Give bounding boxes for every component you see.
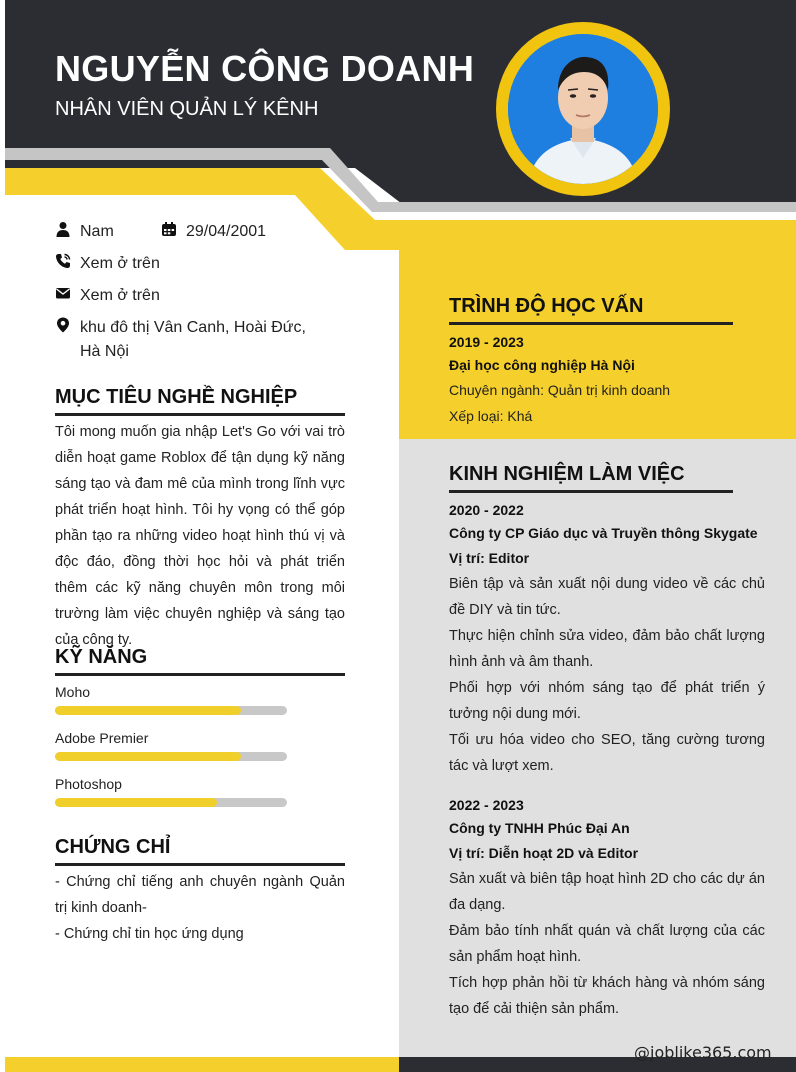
skill-label: Moho: [55, 684, 91, 700]
education-school: Đại học công nghiệp Hà Nội: [449, 357, 635, 373]
email-value: Xem ở trên: [80, 287, 160, 304]
education-divider: [449, 322, 733, 325]
address-value: [80, 316, 306, 364]
skill-label: Adobe Premier: [55, 730, 149, 746]
envelope-icon: [55, 285, 71, 301]
objective-title: MỤC TIÊU NGHỀ NGHIỆP: [55, 386, 298, 408]
user-icon: [55, 221, 71, 237]
job-task: Phối hợp với nhóm sáng tạo để phát triển ý tưởng nội dung mới.: [449, 680, 765, 722]
map-pin-icon: [55, 317, 71, 333]
email-item: [55, 284, 160, 308]
job-task: Tối ưu hóa video cho SEO, tăng cường tương tác và lượt xem.: [449, 732, 765, 774]
phone-item: [55, 252, 160, 276]
watermark: @joblike365.com: [634, 1043, 772, 1062]
certificates-title: CHỨNG CHỈ: [55, 836, 171, 858]
skills-divider: [55, 673, 345, 676]
job-company: Công ty TNHH Phúc Đại An: [449, 820, 630, 836]
education-title: TRÌNH ĐỘ HỌC VẤN: [449, 295, 644, 317]
education-major: Chuyên ngành: Quản trị kinh doanh: [449, 382, 671, 398]
skill-label: Photoshop: [55, 776, 122, 792]
avatar: [496, 22, 670, 196]
phone-value: Xem ở trên: [80, 255, 160, 272]
experience-title: KINH NGHIỆM LÀM VIỆC: [449, 463, 685, 485]
job-years: 2020 - 2022: [449, 502, 524, 518]
job-task: Đảm bảo tính nhất quán và chất lượng của các sản phẩm hoạt hình.: [449, 923, 765, 965]
certificate-item: - Chứng chỉ tiếng anh chuyên ngành Quản trị kinh doanh-: [55, 874, 345, 916]
skill-bar: [55, 798, 287, 807]
certificate-item: - Chứng chỉ tin học ứng dụng: [55, 926, 244, 942]
skill-bar-fill: [55, 706, 241, 715]
job-years: 2022 - 2023: [449, 797, 524, 813]
objective-text: Tôi mong muốn gia nhập Let's Go với vai trò diễn hoạt game Roblox để tận dụng kỹ năng sáng tạo và đam mê của mình trong lĩnh vực phát triển hoạt hình. Tôi hy vọng có thể góp phần tạo ra những video hoạt hình thú vị và độc đáo, đồng thời học hỏi và phát triển thêm các kỹ năng chuyên môn trong môi trường làm việc chuyên nghiệp và sáng tạo của công ty.: [55, 424, 345, 648]
job-task: Tích hợp phản hồi từ khách hàng và nhóm sáng tạo để cải thiện sản phẩm.: [449, 975, 765, 1017]
address-item: [55, 316, 306, 364]
address-line-1: khu đô thị Vân Canh, Hoài Đức,: [80, 319, 306, 336]
phone-icon: [55, 253, 71, 269]
birthday-value: 29/04/2001: [186, 223, 267, 240]
skill-bar: [55, 752, 287, 761]
candidate-name: NGUYỄN CÔNG DOANH: [55, 48, 475, 89]
skill-bar-fill: [55, 752, 241, 761]
address-line-2: Hà Nội: [80, 343, 129, 360]
job-task: Thực hiện chỉnh sửa video, đảm bảo chất lượng hình ảnh và âm thanh.: [449, 628, 765, 670]
education-years: 2019 - 2023: [449, 334, 524, 350]
experience-divider: [449, 490, 733, 493]
birthday-item: [161, 220, 266, 244]
skill-bar-fill: [55, 798, 217, 807]
gender-item: [55, 220, 114, 244]
job-title: NHÂN VIÊN QUẢN LÝ KÊNH: [55, 98, 319, 120]
job-position: Vị trí: Diễn hoạt 2D và Editor: [449, 845, 639, 861]
calendar-icon: [161, 221, 177, 237]
job-position: Vị trí: Editor: [449, 550, 530, 566]
education-grade: Xếp loại: Khá: [449, 408, 533, 424]
job-company: Công ty CP Giáo dục và Truyền thông Skygate: [449, 525, 758, 541]
gender-value: Nam: [80, 223, 114, 240]
certificates-divider: [55, 863, 345, 866]
profile-photo: [508, 34, 658, 184]
job-task: Sản xuất và biên tập hoạt hình 2D cho các dự án đa dạng.: [449, 871, 765, 913]
skills-title: KỸ NĂNG: [55, 646, 148, 668]
objective-divider: [55, 413, 345, 416]
footer-bar-yellow: [5, 1057, 399, 1072]
skill-bar: [55, 706, 287, 715]
job-task: Biên tập và sản xuất nội dung video về các chủ đề DIY và tin tức.: [449, 576, 765, 618]
